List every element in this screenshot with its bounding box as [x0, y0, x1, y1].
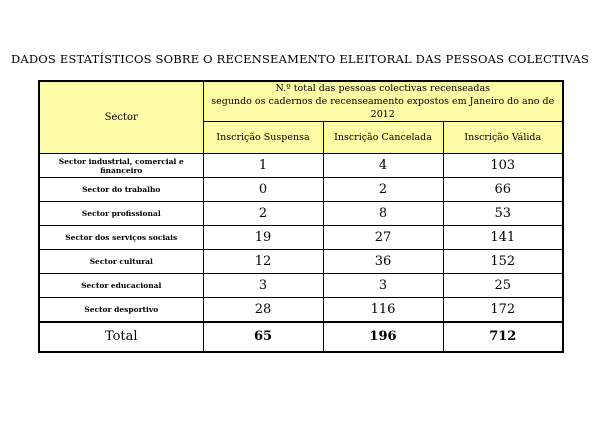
sector-name: Sector do trabalho [39, 178, 203, 202]
value-cancelled: 4 [323, 154, 443, 178]
value-cancelled: 8 [323, 202, 443, 226]
statistics-table [38, 80, 564, 353]
value-cancelled: 27 [323, 226, 443, 250]
value-suspended: 0 [203, 178, 323, 202]
sector-name: Sector desportivo [39, 298, 203, 322]
value-cancelled: 116 [323, 298, 443, 322]
group-header-line-2: segundo os cadernos de recenseamento expostos em Janeiro do ano de 2012 [211, 96, 555, 120]
sector-name: Sector profissional [39, 202, 203, 226]
value-cancelled: 36 [323, 250, 443, 274]
table-row [39, 226, 563, 250]
column-header-valid: Inscrição Válida [443, 122, 563, 154]
table-row [39, 202, 563, 226]
table-row [39, 154, 563, 178]
value-cancelled: 2 [323, 178, 443, 202]
sector-name: Sector industrial, comercial e financeiro [39, 154, 203, 178]
total-valid: 712 [443, 322, 563, 352]
value-valid: 152 [443, 250, 563, 274]
column-header-cancelled: Inscrição Cancelada [323, 122, 443, 154]
group-header-line-1: N.º total das pessoas colectivas recenseadas [275, 83, 490, 94]
value-suspended: 2 [203, 202, 323, 226]
total-suspended: 65 [203, 322, 323, 352]
table-row [39, 250, 563, 274]
table-row [39, 298, 563, 322]
value-suspended: 3 [203, 274, 323, 298]
value-valid: 66 [443, 178, 563, 202]
total-cancelled: 196 [323, 322, 443, 352]
column-header-suspended: Inscrição Suspensa [203, 122, 323, 154]
value-cancelled: 3 [323, 274, 443, 298]
value-suspended: 1 [203, 154, 323, 178]
page-title: DADOS ESTATÍSTICOS SOBRE O RECENSEAMENTO ELEITORAL DAS PESSOAS COLECTIVAS [10, 52, 590, 66]
value-valid: 53 [443, 202, 563, 226]
value-suspended: 28 [203, 298, 323, 322]
total-label: Total [39, 322, 203, 352]
value-valid: 25 [443, 274, 563, 298]
value-valid: 103 [443, 154, 563, 178]
total-row [39, 322, 563, 352]
value-valid: 172 [443, 298, 563, 322]
table-row [39, 178, 563, 202]
table-row [39, 274, 563, 298]
value-suspended: 19 [203, 226, 323, 250]
value-suspended: 12 [203, 250, 323, 274]
group-header [203, 81, 563, 122]
sector-name: Sector dos serviços sociais [39, 226, 203, 250]
sector-name: Sector educacional [39, 274, 203, 298]
sector-column-header: Sector [39, 81, 203, 154]
sector-name: Sector cultural [39, 250, 203, 274]
value-valid: 141 [443, 226, 563, 250]
